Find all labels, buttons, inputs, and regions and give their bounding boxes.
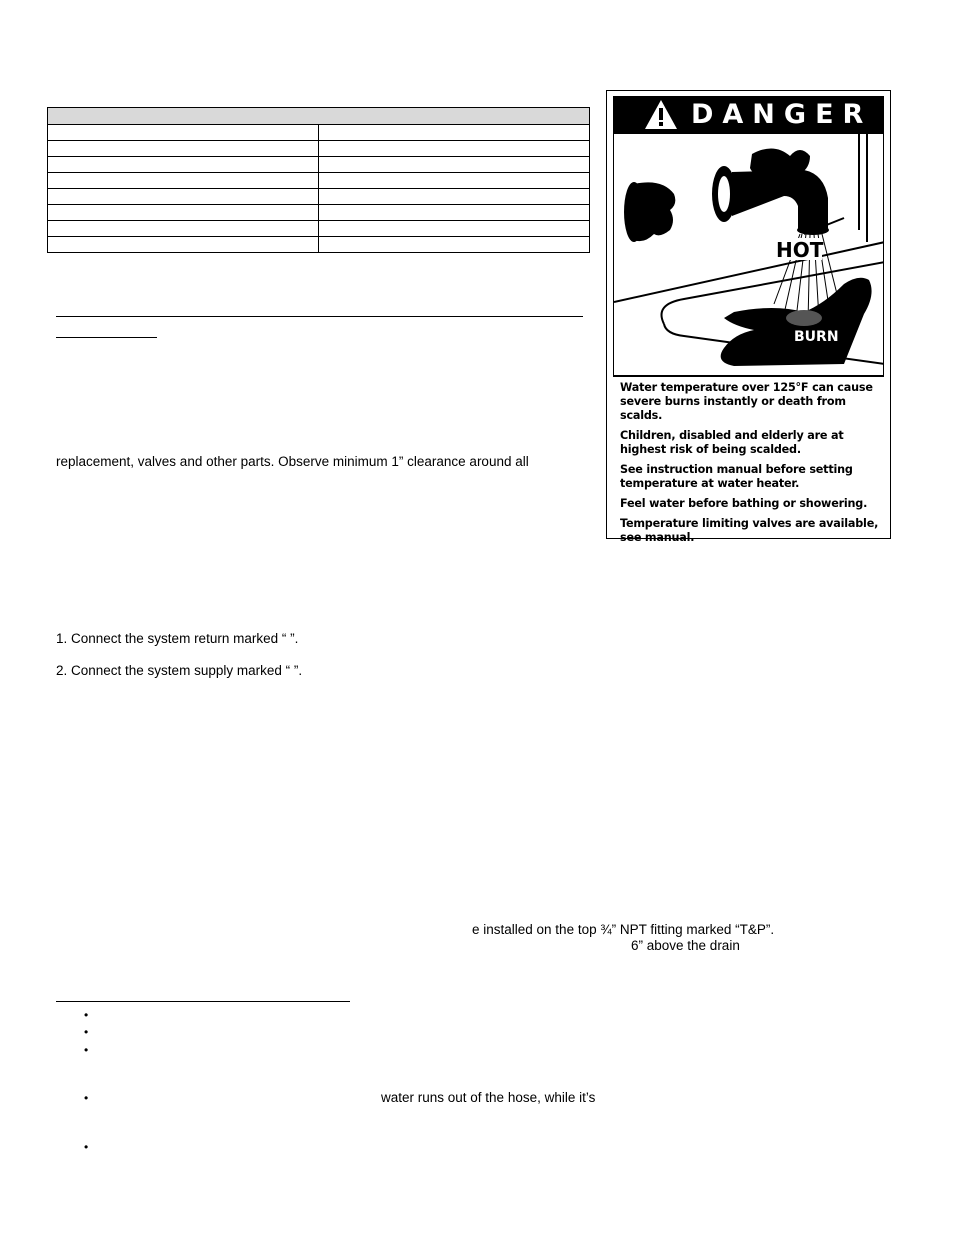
table-row [48, 157, 590, 173]
table-cell [319, 125, 590, 141]
heading-underline [56, 337, 157, 338]
faucet-spout-icon [712, 148, 829, 235]
heading-underline [56, 1001, 350, 1002]
table-cell [48, 237, 319, 253]
table-row [48, 221, 590, 237]
table-row [48, 189, 590, 205]
table-cell [48, 125, 319, 141]
table-row [48, 125, 590, 141]
danger-header [613, 96, 884, 134]
warning-triangle-icon [643, 98, 679, 132]
table-cell [48, 221, 319, 237]
table-row [48, 173, 590, 189]
table-cell [319, 237, 590, 253]
danger-word: DANGER [691, 99, 873, 130]
table-cell [48, 157, 319, 173]
table-row [48, 141, 590, 157]
spec-table [47, 107, 590, 253]
danger-illustration [613, 134, 884, 377]
step-connect-return: 1. Connect the system return marked “ ”. [56, 631, 299, 646]
clearance-text: replacement, valves and other parts. Observe minimum 1” clearance around all [56, 454, 529, 469]
left-valve-knob-icon [624, 182, 675, 242]
table-cell [319, 189, 590, 205]
danger-messages [620, 381, 882, 551]
table-cell [319, 205, 590, 221]
table-row [48, 205, 590, 221]
danger-message: Temperature limiting valves are available, see manual. [620, 517, 879, 544]
table-cell [48, 189, 319, 205]
bullet-dot: • [84, 1043, 89, 1057]
table-cell [319, 173, 590, 189]
table-cell [319, 157, 590, 173]
tp-valve-text: e installed on the top ¾” NPT fitting marked “T&P”. [472, 922, 775, 937]
bullet-dot: • [84, 1025, 89, 1039]
table-header-row [48, 108, 590, 125]
bullet-dot: • [84, 1008, 89, 1022]
table-cell [319, 141, 590, 157]
table-cell [48, 141, 319, 157]
danger-message: Feel water before bathing or showering. [620, 497, 868, 510]
danger-message: Water temperature over 125°F can cause severe burns instantly or death from scalds. [620, 381, 873, 422]
table-cell [319, 221, 590, 237]
drain-height-text: 6” above the drain [631, 938, 740, 953]
danger-label [606, 90, 891, 544]
faucet-hand-illustration [614, 134, 884, 377]
bullet-dot: • [84, 1091, 89, 1105]
danger-message: Children, disabled and elderly are at highest risk of being scalded. [620, 429, 844, 456]
burn-label: BURN [794, 329, 839, 345]
hot-label: HOT [776, 238, 824, 262]
step-connect-supply: 2. Connect the system supply marked “ ”. [56, 663, 303, 678]
section-rule [56, 316, 583, 317]
hose-text: water runs out of the hose, while it’s [381, 1090, 596, 1105]
danger-message: See instruction manual before setting temperature at water heater. [620, 463, 853, 490]
table-cell [48, 173, 319, 189]
bullet-dot: • [84, 1140, 89, 1154]
table-row [48, 237, 590, 253]
table-header-cell [48, 108, 590, 125]
table-cell [48, 205, 319, 221]
